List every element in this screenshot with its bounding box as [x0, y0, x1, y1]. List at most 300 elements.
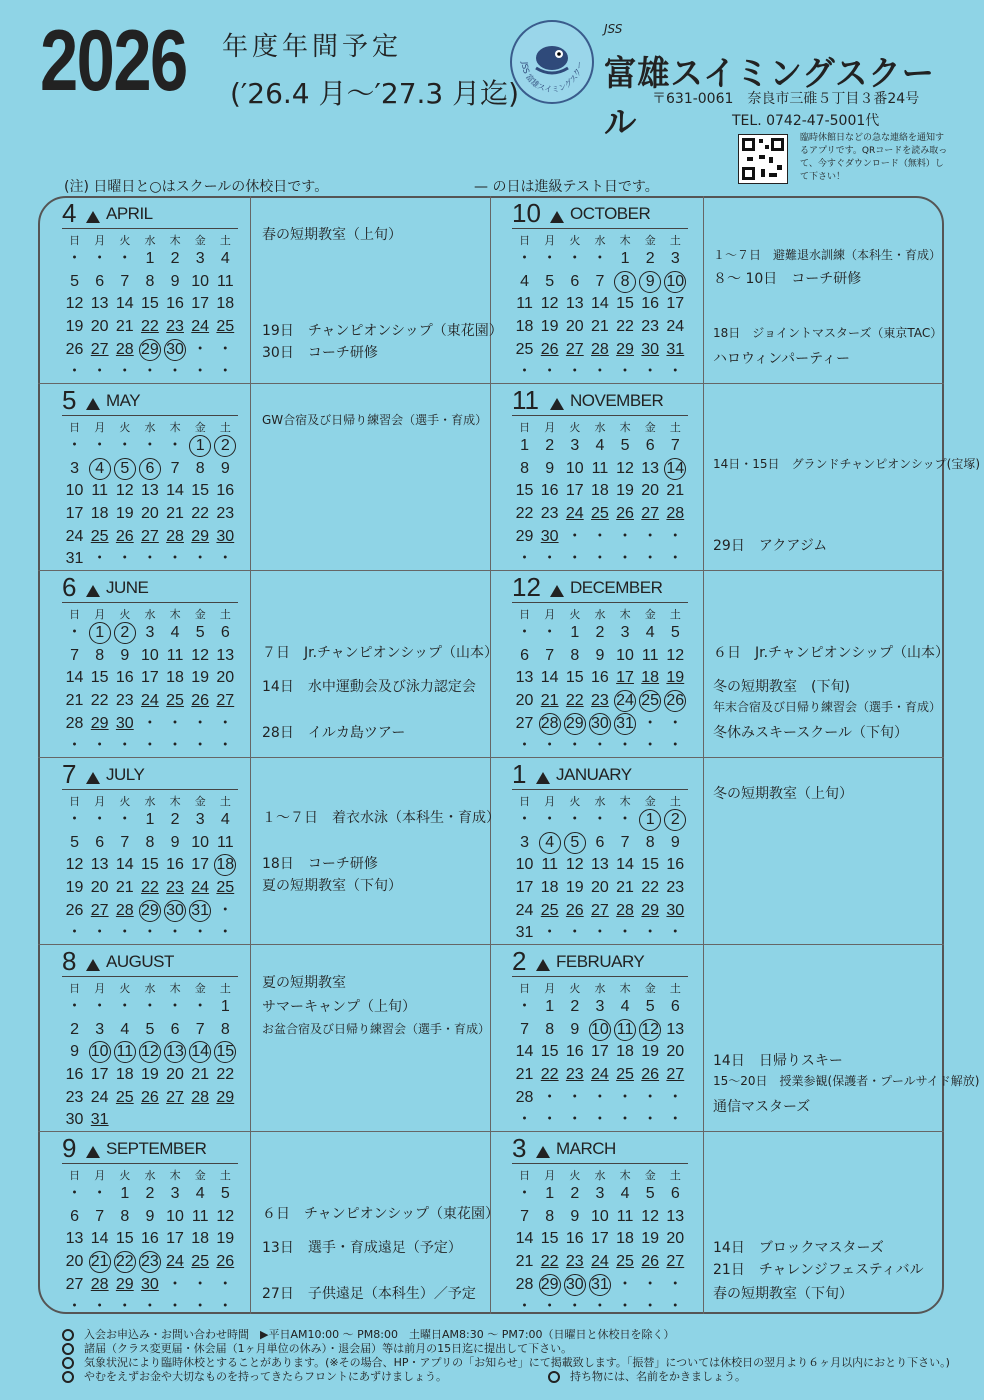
calendar-day: 7	[170, 459, 180, 477]
weekday-label: 日	[69, 1169, 81, 1182]
calendar-day: 17	[565, 482, 584, 500]
calendar-day: 19	[216, 1230, 235, 1248]
calendar-day: ・	[116, 250, 133, 268]
calendar-day: ・	[116, 737, 133, 755]
calendar-day: ・	[667, 363, 684, 381]
week-row	[512, 1273, 688, 1296]
calendar-day: 12	[540, 295, 559, 313]
weekday-label: 金	[194, 1169, 206, 1182]
footer-note-text: 入会お申込み・お問い合わせ時間 ▶平日AM10:00 〜 PM8:00 土曜日AM8:30 〜 PM7:00（日曜日と休校日を除く）	[84, 1328, 675, 1341]
month-underline	[62, 228, 238, 229]
weekday-label: 木	[619, 608, 631, 621]
calendar-day: 12	[565, 856, 584, 874]
calendar-day: ・	[667, 1088, 684, 1106]
weekday-label: 火	[119, 421, 131, 434]
calendar-day: ・	[217, 363, 234, 381]
week-row	[62, 690, 238, 713]
weekday-label: 金	[194, 421, 206, 434]
event-text: 15〜20日 授業参観(保護者・プールサイド解放)	[713, 1074, 980, 1088]
calendar-day: 4	[620, 1185, 630, 1203]
week-row	[62, 1064, 238, 1087]
week-row	[62, 712, 238, 735]
week-row	[62, 667, 238, 690]
calendar-day: ・	[591, 811, 608, 829]
month-calendar-july	[62, 759, 238, 945]
calendar-day: ・	[192, 363, 209, 381]
footer-note-text: 諸届（クラス変更届・休会届（1ヶ月単位の休み）・退会届）等は前月の15日迄に提出して下さい。	[84, 1342, 573, 1355]
calendar-day: ・	[91, 998, 108, 1016]
calendar-day: 30	[164, 339, 186, 361]
calendar-day: 5	[545, 272, 555, 290]
calendar-day: 4	[220, 811, 230, 829]
week-row	[512, 361, 688, 384]
calendar-day: ・	[66, 1185, 83, 1203]
calendar-day: 7	[195, 1020, 205, 1038]
calendar-day: 25	[90, 527, 109, 545]
calendar-day: 17	[666, 295, 685, 313]
calendar-day: ・	[217, 340, 234, 358]
grid-divider	[703, 196, 704, 1314]
calendar-day: 1	[120, 1185, 130, 1203]
weekday-label: 土	[219, 795, 231, 808]
calendar-day: 14	[540, 669, 559, 687]
calendar-day: 1	[145, 811, 155, 829]
calendar-day: 27	[666, 1066, 685, 1084]
calendar-day: 27	[216, 692, 235, 710]
calendar-day: ・	[642, 1111, 659, 1129]
calendar-day: 4	[220, 250, 230, 268]
weekday-label: 火	[119, 982, 131, 995]
calendar-day: 2	[545, 437, 555, 455]
calendar-day: 21	[666, 482, 685, 500]
weekday-header	[512, 980, 688, 996]
week-row	[512, 435, 688, 458]
calendar-day: 19	[141, 1066, 159, 1084]
calendar-day: 29	[139, 339, 161, 361]
weekday-label: 土	[219, 421, 231, 434]
weekday-label: 火	[119, 795, 131, 808]
week-row	[62, 1228, 238, 1251]
calendar-day: ・	[66, 437, 83, 455]
calendar-day: 27	[90, 901, 109, 919]
weekday-label: 水	[594, 795, 606, 808]
week-row	[512, 712, 688, 735]
calendar-day: 6	[70, 1207, 80, 1225]
week-row	[512, 1251, 688, 1274]
event-text: 通信マスターズ	[713, 1099, 811, 1115]
calendar-day: 2	[570, 998, 580, 1016]
calendar-day: ・	[591, 363, 608, 381]
calendar-day: ・	[667, 924, 684, 942]
calendar-day: ・	[516, 1298, 533, 1316]
calendar-day: 28	[191, 1088, 210, 1106]
week-row	[512, 503, 688, 526]
calendar-day: 20	[666, 1043, 685, 1061]
event-text: 年末合宿及び日帰り練習会（選手・育成）	[713, 700, 942, 714]
calendar-day: ・	[617, 737, 634, 755]
calendar-day: ・	[667, 737, 684, 755]
calendar-day: 24	[614, 690, 636, 712]
calendar-day: 20	[166, 1066, 184, 1084]
week-row	[512, 525, 688, 548]
calendar-day: 11	[191, 1207, 209, 1225]
calendar-day: ・	[217, 714, 234, 732]
calendar-day: 7	[70, 646, 80, 664]
weekday-label: 金	[644, 608, 656, 621]
calendar-day: ・	[91, 550, 108, 568]
event-text: １〜７日 避難退水訓練（本科生・育成）	[713, 248, 942, 262]
calendar-day: 25	[616, 1066, 634, 1084]
calendar-day: 12	[191, 646, 210, 664]
calendar-day: 11	[641, 646, 659, 664]
footer-note-text: 気象状況により臨時休校とすることがあります。(※その場合、HP・アプリの「お知らせ」にて掲載致します。「振替」については休校日の翌月より６ヶ月以内におとり下さい。)	[84, 1356, 950, 1369]
calendar-day: 10	[191, 833, 210, 851]
calendar-day: 27	[515, 714, 534, 732]
calendar-day: ・	[91, 811, 108, 829]
calendar-day: ・	[667, 1275, 684, 1293]
calendar-day: 10	[589, 1019, 611, 1041]
calendar-day: ・	[66, 737, 83, 755]
calendar-day: ・	[192, 550, 209, 568]
month-calendar-december	[512, 572, 688, 758]
weekday-label: 水	[144, 795, 156, 808]
weekday-label: 金	[644, 982, 656, 995]
calendar-day: ・	[167, 924, 184, 942]
calendar-day: 23	[166, 879, 184, 897]
calendar-day: 26	[65, 340, 84, 358]
calendar-day: 24	[191, 318, 210, 336]
calendar-day: ・	[141, 737, 158, 755]
calendar-day: 13	[216, 646, 235, 664]
weekday-label: 木	[619, 795, 631, 808]
calendar-day: 5	[620, 437, 630, 455]
week-row	[512, 1019, 688, 1042]
week-row	[62, 338, 238, 361]
week-row	[62, 271, 238, 294]
calendar-day: 21	[89, 1251, 111, 1273]
month-underline	[62, 789, 238, 790]
calendar-day: 19	[65, 879, 84, 897]
calendar-day: 9	[170, 272, 180, 290]
calendar-day: 16	[666, 856, 685, 874]
week-row	[512, 854, 688, 877]
weekday-header	[512, 793, 688, 809]
calendar-day: ・	[566, 250, 583, 268]
weekday-label: 木	[619, 421, 631, 434]
calendar-day: 11	[614, 1019, 636, 1041]
calendar-day: ・	[642, 550, 659, 568]
weekday-label: 水	[594, 1169, 606, 1182]
calendar-day: 25	[216, 318, 235, 336]
qr-code-icon[interactable]	[738, 134, 788, 184]
calendar-day: 29	[616, 340, 634, 358]
week-row	[512, 735, 688, 758]
calendar-day: 17	[65, 505, 84, 523]
weekday-label: 月	[94, 421, 106, 434]
month-underline	[512, 976, 688, 977]
calendar-day: 1	[620, 250, 630, 268]
month-number: 12	[512, 572, 541, 602]
calendar-day: 30	[666, 901, 685, 919]
calendar-day: 30	[216, 527, 235, 545]
calendar-day: 22	[114, 1251, 136, 1273]
calendar-day: 28	[65, 714, 84, 732]
calendar-day: ・	[642, 1088, 659, 1106]
calendar-day: 24	[191, 879, 210, 897]
calendar-day: 3	[595, 998, 605, 1016]
month-number: 4	[62, 198, 77, 228]
month-calendar-may	[62, 385, 238, 571]
calendar-day: 8	[520, 459, 530, 477]
calendar-day: ・	[141, 1298, 158, 1316]
calendar-day: 5	[145, 1020, 155, 1038]
calendar-day: 17	[141, 669, 159, 687]
year-heading: 2026	[40, 13, 187, 109]
grid-divider	[490, 196, 491, 1314]
calendar-day: ・	[566, 1111, 583, 1129]
event-text: ハロウィンパーティー	[713, 351, 851, 367]
calendar-day: 12	[616, 459, 634, 477]
calendar-day: 21	[115, 318, 134, 336]
calendar-day: 14	[515, 1230, 534, 1248]
calendar-day: 18	[540, 879, 559, 897]
calendar-day: 6	[670, 998, 680, 1016]
calendar-day: 10	[191, 272, 210, 290]
month-number: 9	[62, 1133, 77, 1163]
event-text: ６日 Jr.チャンピオンシップ（山本）	[713, 645, 949, 661]
calendar-day: 19	[641, 1043, 660, 1061]
calendar-day: 23	[139, 1251, 161, 1273]
calendar-day: ・	[66, 1298, 83, 1316]
calendar-day: 3	[570, 437, 580, 455]
calendar-day	[112, 1109, 137, 1131]
calendar-day: 19	[65, 318, 84, 336]
week-row	[62, 1206, 238, 1229]
calendar-day: 1	[545, 998, 555, 1016]
weekday-label: 金	[644, 421, 656, 434]
calendar-day: ・	[91, 737, 108, 755]
calendar-day: 28	[515, 1275, 534, 1293]
calendar-day: ・	[217, 550, 234, 568]
weekday-label: 月	[94, 1169, 106, 1182]
weekday-label: 水	[144, 234, 156, 247]
weekday-label: 水	[144, 421, 156, 434]
calendar-day: ・	[516, 624, 533, 642]
calendar-day: 22	[616, 318, 634, 336]
calendar-day: 26	[664, 690, 686, 712]
calendar-day: 18	[115, 1066, 134, 1084]
event-text: 19日 チャンピオンシップ（東花園）	[262, 323, 503, 339]
event-text: 30日 コーチ研修	[262, 345, 378, 361]
calendar-day: 14	[115, 856, 134, 874]
calendar-day: 23	[591, 692, 609, 710]
calendar-day: ・	[591, 1111, 608, 1129]
calendar-day: 11	[91, 482, 108, 500]
calendar-day: 16	[141, 1230, 159, 1248]
weekday-label: 日	[519, 421, 531, 434]
weekday-label: 水	[594, 234, 606, 247]
calendar-day: ・	[141, 924, 158, 942]
calendar-day: ・	[91, 250, 108, 268]
weekday-label: 火	[569, 1169, 581, 1182]
calendar-day: 14	[189, 1041, 211, 1063]
calendar-day: ・	[66, 624, 83, 642]
calendar-day: 21	[616, 879, 634, 897]
calendar-day: 20	[90, 879, 109, 897]
calendar-day: 13	[65, 1230, 84, 1248]
week-row	[512, 622, 688, 645]
calendar-day: ・	[566, 737, 583, 755]
calendar-day: 11	[217, 833, 234, 851]
calendar-day: ・	[541, 1298, 558, 1316]
weekday-label: 土	[669, 234, 681, 247]
calendar-day: 8	[645, 833, 655, 851]
calendar-day: 14	[65, 669, 84, 687]
calendar-day: 29	[216, 1088, 235, 1106]
weekday-label: 木	[619, 234, 631, 247]
calendar-day: ・	[217, 1298, 234, 1316]
calendar-day: 20	[141, 505, 159, 523]
calendar-day: 8	[545, 1020, 555, 1038]
week-row	[512, 832, 688, 855]
event-text: 28日 イルカ島ツアー	[262, 725, 406, 741]
calendar-day: ・	[642, 363, 659, 381]
calendar-day: 3	[195, 811, 205, 829]
calendar-day	[163, 1109, 188, 1131]
calendar-day: ・	[516, 737, 533, 755]
week-row	[512, 922, 688, 945]
calendar-day: 15	[540, 1230, 559, 1248]
calendar-day: 6	[670, 1185, 680, 1203]
week-row	[62, 1183, 238, 1206]
week-row	[512, 645, 688, 668]
weekday-label: 土	[669, 1169, 681, 1182]
calendar-day: 14	[591, 295, 609, 313]
calendar-day: ・	[116, 550, 133, 568]
calendar-day: 21	[540, 692, 559, 710]
calendar-day	[188, 1109, 213, 1131]
calendar-day: 28	[115, 901, 134, 919]
week-row	[62, 1251, 238, 1274]
calendar-day: ・	[591, 737, 608, 755]
month-number: 8	[62, 946, 77, 976]
calendar-day: 13	[141, 482, 159, 500]
calendar-day: 29	[539, 1274, 561, 1296]
calendar-day: 2	[70, 1020, 80, 1038]
calendar-day: 26	[540, 340, 559, 358]
week-row	[62, 435, 238, 458]
weekday-header	[512, 606, 688, 622]
calendar-day: 23	[65, 1088, 84, 1106]
month-number: 7	[62, 759, 77, 789]
calendar-day: 13	[641, 459, 660, 477]
calendar-day: 25	[115, 1088, 134, 1106]
month-name: JANUARY	[556, 765, 632, 784]
weekday-label: 木	[169, 1169, 181, 1182]
event-text: 春の短期教室（上旬）	[262, 227, 402, 243]
calendar-day: 15	[565, 669, 584, 687]
calendar-day: 3	[195, 250, 205, 268]
school-tel: TEL. 0742-47-5001代	[732, 113, 880, 129]
calendar-day: 22	[515, 505, 534, 523]
calendar-day: 30	[641, 340, 660, 358]
calendar-day: 4	[595, 437, 605, 455]
event-text: 春の短期教室（下旬）	[713, 1286, 853, 1302]
calendar-day: 8	[145, 272, 155, 290]
calendar-day: 13	[90, 295, 109, 313]
calendar-day: ・	[217, 924, 234, 942]
week-row	[62, 645, 238, 668]
calendar-day: ・	[566, 924, 583, 942]
calendar-day: ・	[167, 714, 184, 732]
footer-note	[548, 1368, 746, 1384]
calendar-day: 7	[545, 646, 555, 664]
weekday-label: 月	[544, 234, 556, 247]
calendar-day: 19	[641, 1230, 660, 1248]
calendar-day: 29	[90, 714, 109, 732]
calendar-day: ・	[116, 1298, 133, 1316]
week-row	[512, 316, 688, 339]
calendar-day: 25	[166, 692, 184, 710]
calendar-day: 7	[670, 437, 680, 455]
calendar-day: 14	[115, 295, 134, 313]
calendar-day: 26	[616, 505, 634, 523]
weekday-label: 木	[169, 234, 181, 247]
calendar-day: 16	[591, 669, 609, 687]
calendar-day: ・	[91, 1185, 108, 1203]
weekday-label: 日	[519, 982, 531, 995]
calendar-day: ・	[167, 1298, 184, 1316]
calendar-day: 14	[90, 1230, 109, 1248]
calendar-day: 13	[90, 856, 109, 874]
weekday-label: 日	[519, 608, 531, 621]
calendar-day: 26	[141, 1088, 159, 1106]
calendar-day: 26	[641, 1253, 660, 1271]
calendar-day: 10	[65, 482, 84, 500]
calendar-day: 16	[166, 856, 184, 874]
footer-note	[62, 1368, 447, 1384]
calendar-day: 18	[214, 854, 236, 876]
calendar-day: 9	[120, 646, 130, 664]
event-text: 夏の短期教室（下旬）	[262, 878, 402, 894]
calendar-day: 2	[664, 809, 686, 831]
calendar-day: 23	[540, 505, 559, 523]
month-underline	[62, 415, 238, 416]
calendar-day: ・	[141, 998, 158, 1016]
calendar-day: 31	[65, 550, 84, 568]
calendar-day: 29	[191, 527, 210, 545]
weekday-label: 水	[594, 608, 606, 621]
event-text: 14日 水中運動会及び泳力認定会	[262, 679, 476, 695]
calendar-day: 5	[70, 272, 80, 290]
month-underline	[62, 1163, 238, 1164]
calendar-day: 24	[65, 527, 84, 545]
bullet-icon	[548, 1371, 560, 1383]
week-row	[62, 480, 238, 503]
calendar-day: 31	[90, 1111, 109, 1129]
calendar-day: 19	[540, 318, 559, 336]
week-row	[62, 854, 238, 877]
weekday-label: 水	[144, 1169, 156, 1182]
calendar-day: 24	[141, 692, 159, 710]
calendar-day: 17	[90, 1066, 109, 1084]
month-underline	[62, 976, 238, 977]
week-row	[512, 1228, 688, 1251]
calendar-day: 14	[616, 856, 634, 874]
calendar-day: 27	[591, 901, 609, 919]
calendar-day: 7	[520, 1020, 530, 1038]
month-calendar-june	[62, 572, 238, 758]
